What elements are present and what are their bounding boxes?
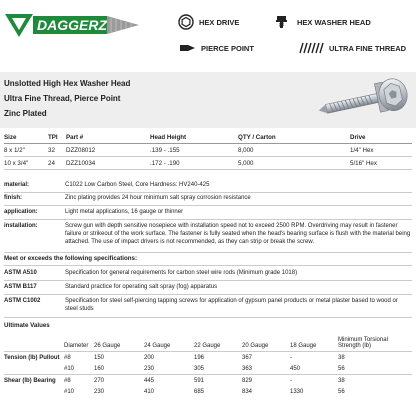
table-cell: 230 [144,365,155,372]
table-cell: 200 [144,352,194,364]
table-cell: #10 [64,389,75,396]
divider [4,192,412,193]
standard-item [4,269,412,279]
ultimate-values-table [4,335,412,398]
detail-value: C1022 Low Carbon Steel, Core Hardness: HV240-425 [65,182,210,188]
standard-item [4,283,412,293]
table-cell: DZZ10034 [66,157,150,170]
detail-label: finish: [4,195,22,201]
table-cell: 305 [194,365,205,372]
detail-label: installation: [4,223,38,229]
standard-code: ASTM B117 [4,284,37,290]
spec-table-header [4,132,412,144]
standard-item [4,297,412,317]
header [0,0,416,72]
divider [4,252,412,253]
product-title-line1: Unslotted High Hex Washer Head [4,79,131,88]
column-header: Size [4,132,48,144]
divider [4,317,412,318]
table-cell: 56 [338,365,345,372]
table-cell: 8,000 [238,144,350,157]
column-header: QTY / Carton [238,132,350,144]
standard-text: Specification for general requirements for carbon steel wire rods (Minimum grade 1018) [65,270,298,276]
standard-code: ASTM C1002 [4,298,41,304]
column-header: Minimum Torsional Strength (lb) [338,337,388,349]
detail-finish [4,194,412,204]
table-cell: 834 [242,389,253,396]
column-header: 26 Gauge [94,343,121,349]
table-cell: 38 [338,375,412,387]
table-cell: - [290,352,338,364]
table-cell: 24 [48,157,66,170]
table-cell: 8 x 1/2" [4,144,48,157]
divider [4,205,412,206]
feature-pierce-point [180,40,254,56]
column-header: 24 Gauge [144,343,171,349]
table-row [4,144,412,157]
table-cell: 160 [94,365,105,372]
daggerz-logo [3,10,143,40]
spec-table [4,132,412,170]
table-cell: 363 [242,365,253,372]
product-title-line3: Zinc Plated [4,109,47,118]
table-row [4,387,412,398]
feature-label: PIERCE POINT [201,43,254,53]
column-header [4,335,64,352]
feature-hex-washer-head [276,14,371,30]
column-header: TPI [48,132,66,144]
table-cell: 591 [194,375,242,387]
column-header: Diameter [64,343,89,349]
table-cell: 1330 [290,389,304,396]
ultimate-values-header [4,335,412,352]
table-cell: 196 [194,352,242,364]
feature-ultra-fine-thread [298,40,406,56]
table-cell: 410 [144,389,155,396]
table-cell: 445 [144,375,194,387]
divider [4,265,412,266]
svg-text:DAGGERZ: DAGGERZ [37,17,107,33]
divider [4,294,412,295]
column-header: Drive [350,132,412,144]
ultimate-values-heading: Ultimate Values [4,322,50,329]
column-header: Head Height [150,132,238,144]
table-cell: 5,000 [238,157,350,170]
table-row [4,363,412,375]
feature-label: ULTRA FINE THREAD [329,43,407,53]
detail-value: Zinc plating provides 24 hour minimum salt spray corrosion resistance [65,195,251,201]
detail-value: Screw gun with depth sensitive nosepiece with installation speed not to exceed 2500 RPM. Overdriving may result in fastener failure or strikeout of the work surface. The fastener is fully seated when the head's bearing surface is flush with the material being attached. The use of impact drivers is not recommended, as they can strip or break the screw. [65,223,411,246]
table-row [4,157,412,170]
standard-code: ASTM A510 [4,270,37,276]
column-header: 18 Gauge [290,343,317,349]
row-label: Tension (lb) Pullout [4,352,64,364]
table-cell: #10 [64,365,75,372]
screw-product-image [318,72,414,130]
ultra-fine-thread-icon [298,40,324,56]
table-cell: #8 [64,352,94,364]
feature-label: HEX DRIVE [199,17,240,27]
standard-text: Standard practice for operating salt spray (fog) apparatus [65,284,218,290]
column-header: Part # [66,132,150,144]
table-cell: 367 [242,352,290,364]
detail-installation [4,222,412,252]
row-label [4,387,64,398]
divider [4,219,412,220]
detail-application [4,208,412,218]
table-cell: 56 [338,389,345,396]
table-cell: .139 - .155 [150,144,238,157]
table-cell: .172 - .190 [150,157,238,170]
table-cell: 38 [338,352,412,364]
table-cell: 829 [242,375,290,387]
table-cell: 32 [48,144,66,157]
divider [4,280,412,281]
table-cell: 270 [94,375,144,387]
table-cell: 10 x 3/4" [4,157,48,170]
feature-hex-drive [178,14,239,30]
table-cell: - [290,375,338,387]
hex-washer-head-icon [276,14,292,30]
feature-label: HEX WASHER HEAD [297,17,371,27]
detail-value: Light metal applications, 16 gauge or thinner [65,209,184,215]
detail-material [4,181,412,191]
table-cell: #8 [64,375,94,387]
standards-heading: Meet or exceeds the following specifications: [4,255,138,262]
product-title-line2: Ultra Fine Thread, Pierce Point [4,94,121,103]
pierce-point-icon [180,40,196,56]
table-cell: 230 [94,389,105,396]
table-row [4,352,412,364]
detail-label: material: [4,182,30,188]
row-label: Shear (lb) Bearing [4,375,64,387]
column-header: 20 Gauge [242,343,269,349]
table-cell: DZZ08012 [66,144,150,157]
detail-label: application: [4,209,38,215]
table-cell: 685 [194,389,205,396]
table-row [4,375,412,387]
standard-text: Specification for steel self-piercing tapping screws for application of gypsum panel products or metal plaster based to wood or steel studs [65,298,398,313]
table-cell: 5/16" Hex [350,157,412,170]
table-cell: 450 [290,365,301,372]
row-label [4,363,64,375]
column-header: 22 Gauge [194,343,221,349]
table-cell: 150 [94,352,144,364]
table-cell: 1/4" Hex [350,144,412,157]
hex-drive-icon [178,14,194,30]
